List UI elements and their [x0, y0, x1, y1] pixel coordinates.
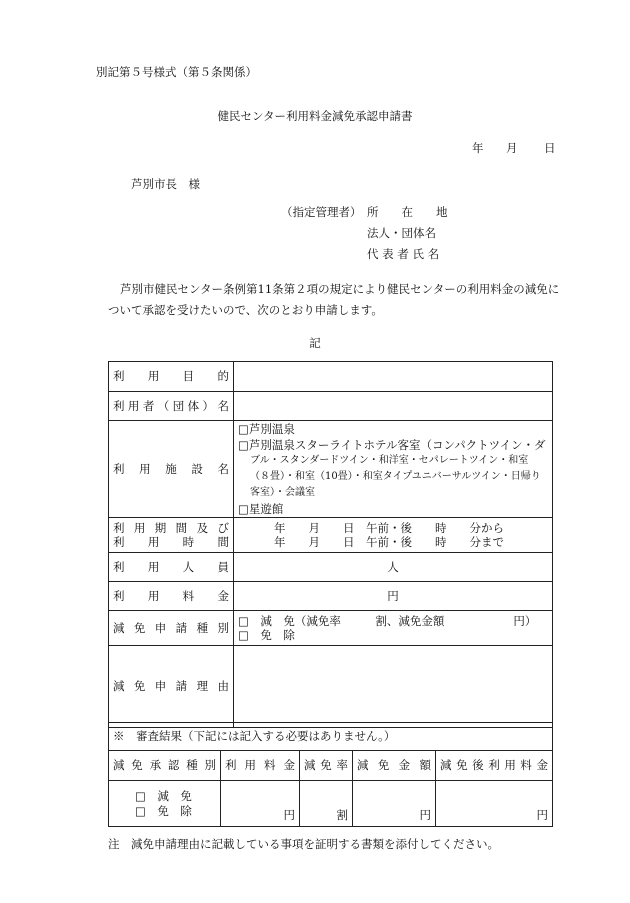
facility-hotel-detail-3: 客室）・会議室 — [250, 487, 315, 498]
field-purpose[interactable] — [234, 362, 553, 392]
footnote: 注 減免申請理由に記載している事項を証明する書類を添付してください。 — [108, 837, 499, 851]
form-reference: 別記第５号様式（第５条関係） — [96, 65, 257, 79]
header-after-fee: 減 免 後 利 用 料 金 — [436, 751, 553, 781]
header-approval-type: 減 免 承 認 種 別 — [109, 751, 221, 781]
period-to: 年 月 日 午前・後 時 分まで — [274, 535, 504, 549]
application-table — [108, 361, 553, 728]
field-fee[interactable] — [234, 582, 553, 611]
ki-label: 記 — [309, 336, 321, 350]
facility-option-onsen[interactable]: □芦別温泉 — [238, 422, 295, 436]
body-text: 芦別市健民センター条例第11条第２項の規定により健民センターの利用料金の減免について承認を受けたいので、次のとおり申請します。 — [108, 282, 560, 317]
field-facility[interactable] — [234, 421, 553, 518]
applicant-block — [281, 205, 448, 268]
label-user: 利 用 者 （ 団 体 ） 名 — [109, 392, 234, 421]
label-type: 減 免 申 請 種 別 — [109, 611, 234, 646]
date-day: 日 — [544, 141, 556, 155]
date-month: 月 — [506, 141, 518, 155]
facility-hotel-detail-2: （８畳）・和室（10畳）・和室タイプユニバーサルツイン・日帰り — [250, 471, 541, 482]
field-user[interactable] — [234, 392, 553, 421]
field-reason[interactable] — [234, 646, 553, 728]
field-type[interactable] — [234, 611, 553, 646]
date-line — [472, 141, 556, 155]
field-persons[interactable] — [234, 553, 553, 582]
designation-label: （指定管理者） — [281, 205, 362, 219]
document-title: 健民センター利用料金減免承認申請書 — [217, 109, 413, 123]
facility-option-hotel[interactable]: □芦別温泉スターライトホテル客室（コンパクトツイン・ダ — [238, 438, 546, 452]
result-fee: 円 — [221, 781, 300, 827]
result-option-reduce: □ 減 免 — [135, 789, 192, 804]
period-from: 年 月 日 午前・後 時 分から — [274, 520, 504, 535]
label-fee: 利 用 料 金 — [109, 582, 234, 611]
facility-hotel-detail-1: ブル・スタンダードツイン・和洋室・セパレートツイン・和室 — [250, 455, 529, 466]
result-option-exempt: □ 免 除 — [135, 803, 192, 818]
fee-unit: 円 — [387, 588, 399, 603]
label-period: 利 用 期 間 及 び 利 用 時 間 — [109, 518, 234, 553]
type-option-reduce[interactable]: □ 減 免（減免率 割、減免金額 円） — [238, 613, 537, 628]
field-period[interactable] — [234, 518, 553, 553]
label-purpose: 利 用 目 的 — [109, 362, 234, 392]
label-reason: 減 免 申 請 理 由 — [109, 646, 234, 728]
representative-label: 代 表 者 氏 名 — [367, 247, 440, 261]
label-persons: 利 用 人 員 — [109, 553, 234, 582]
header-fee: 利 用 料 金 — [221, 751, 300, 781]
facility-option-seiyukan[interactable]: □星遊館 — [238, 502, 284, 516]
result-rate: 割 — [300, 781, 353, 827]
result-after-fee: 円 — [436, 781, 553, 827]
label-facility: 利 用 施 設 名 — [109, 421, 234, 518]
header-amount: 減 免 金 額 — [353, 751, 436, 781]
result-approval-type — [109, 781, 221, 827]
result-amount: 円 — [353, 781, 436, 827]
header-rate: 減 免 率 — [300, 751, 353, 781]
address-label: 所 在 地 — [367, 205, 448, 219]
type-option-exempt[interactable]: □ 免 除 — [238, 628, 295, 642]
review-result-caption: ※ 審査結果（下記には記入する必要はありません。） — [109, 723, 553, 751]
review-result-table — [108, 722, 553, 827]
addressee: 芦別市長 様 — [131, 177, 200, 191]
persons-unit: 人 — [387, 559, 399, 574]
corp-name-label: 法人・団体名 — [367, 226, 436, 240]
date-year: 年 — [472, 141, 484, 155]
